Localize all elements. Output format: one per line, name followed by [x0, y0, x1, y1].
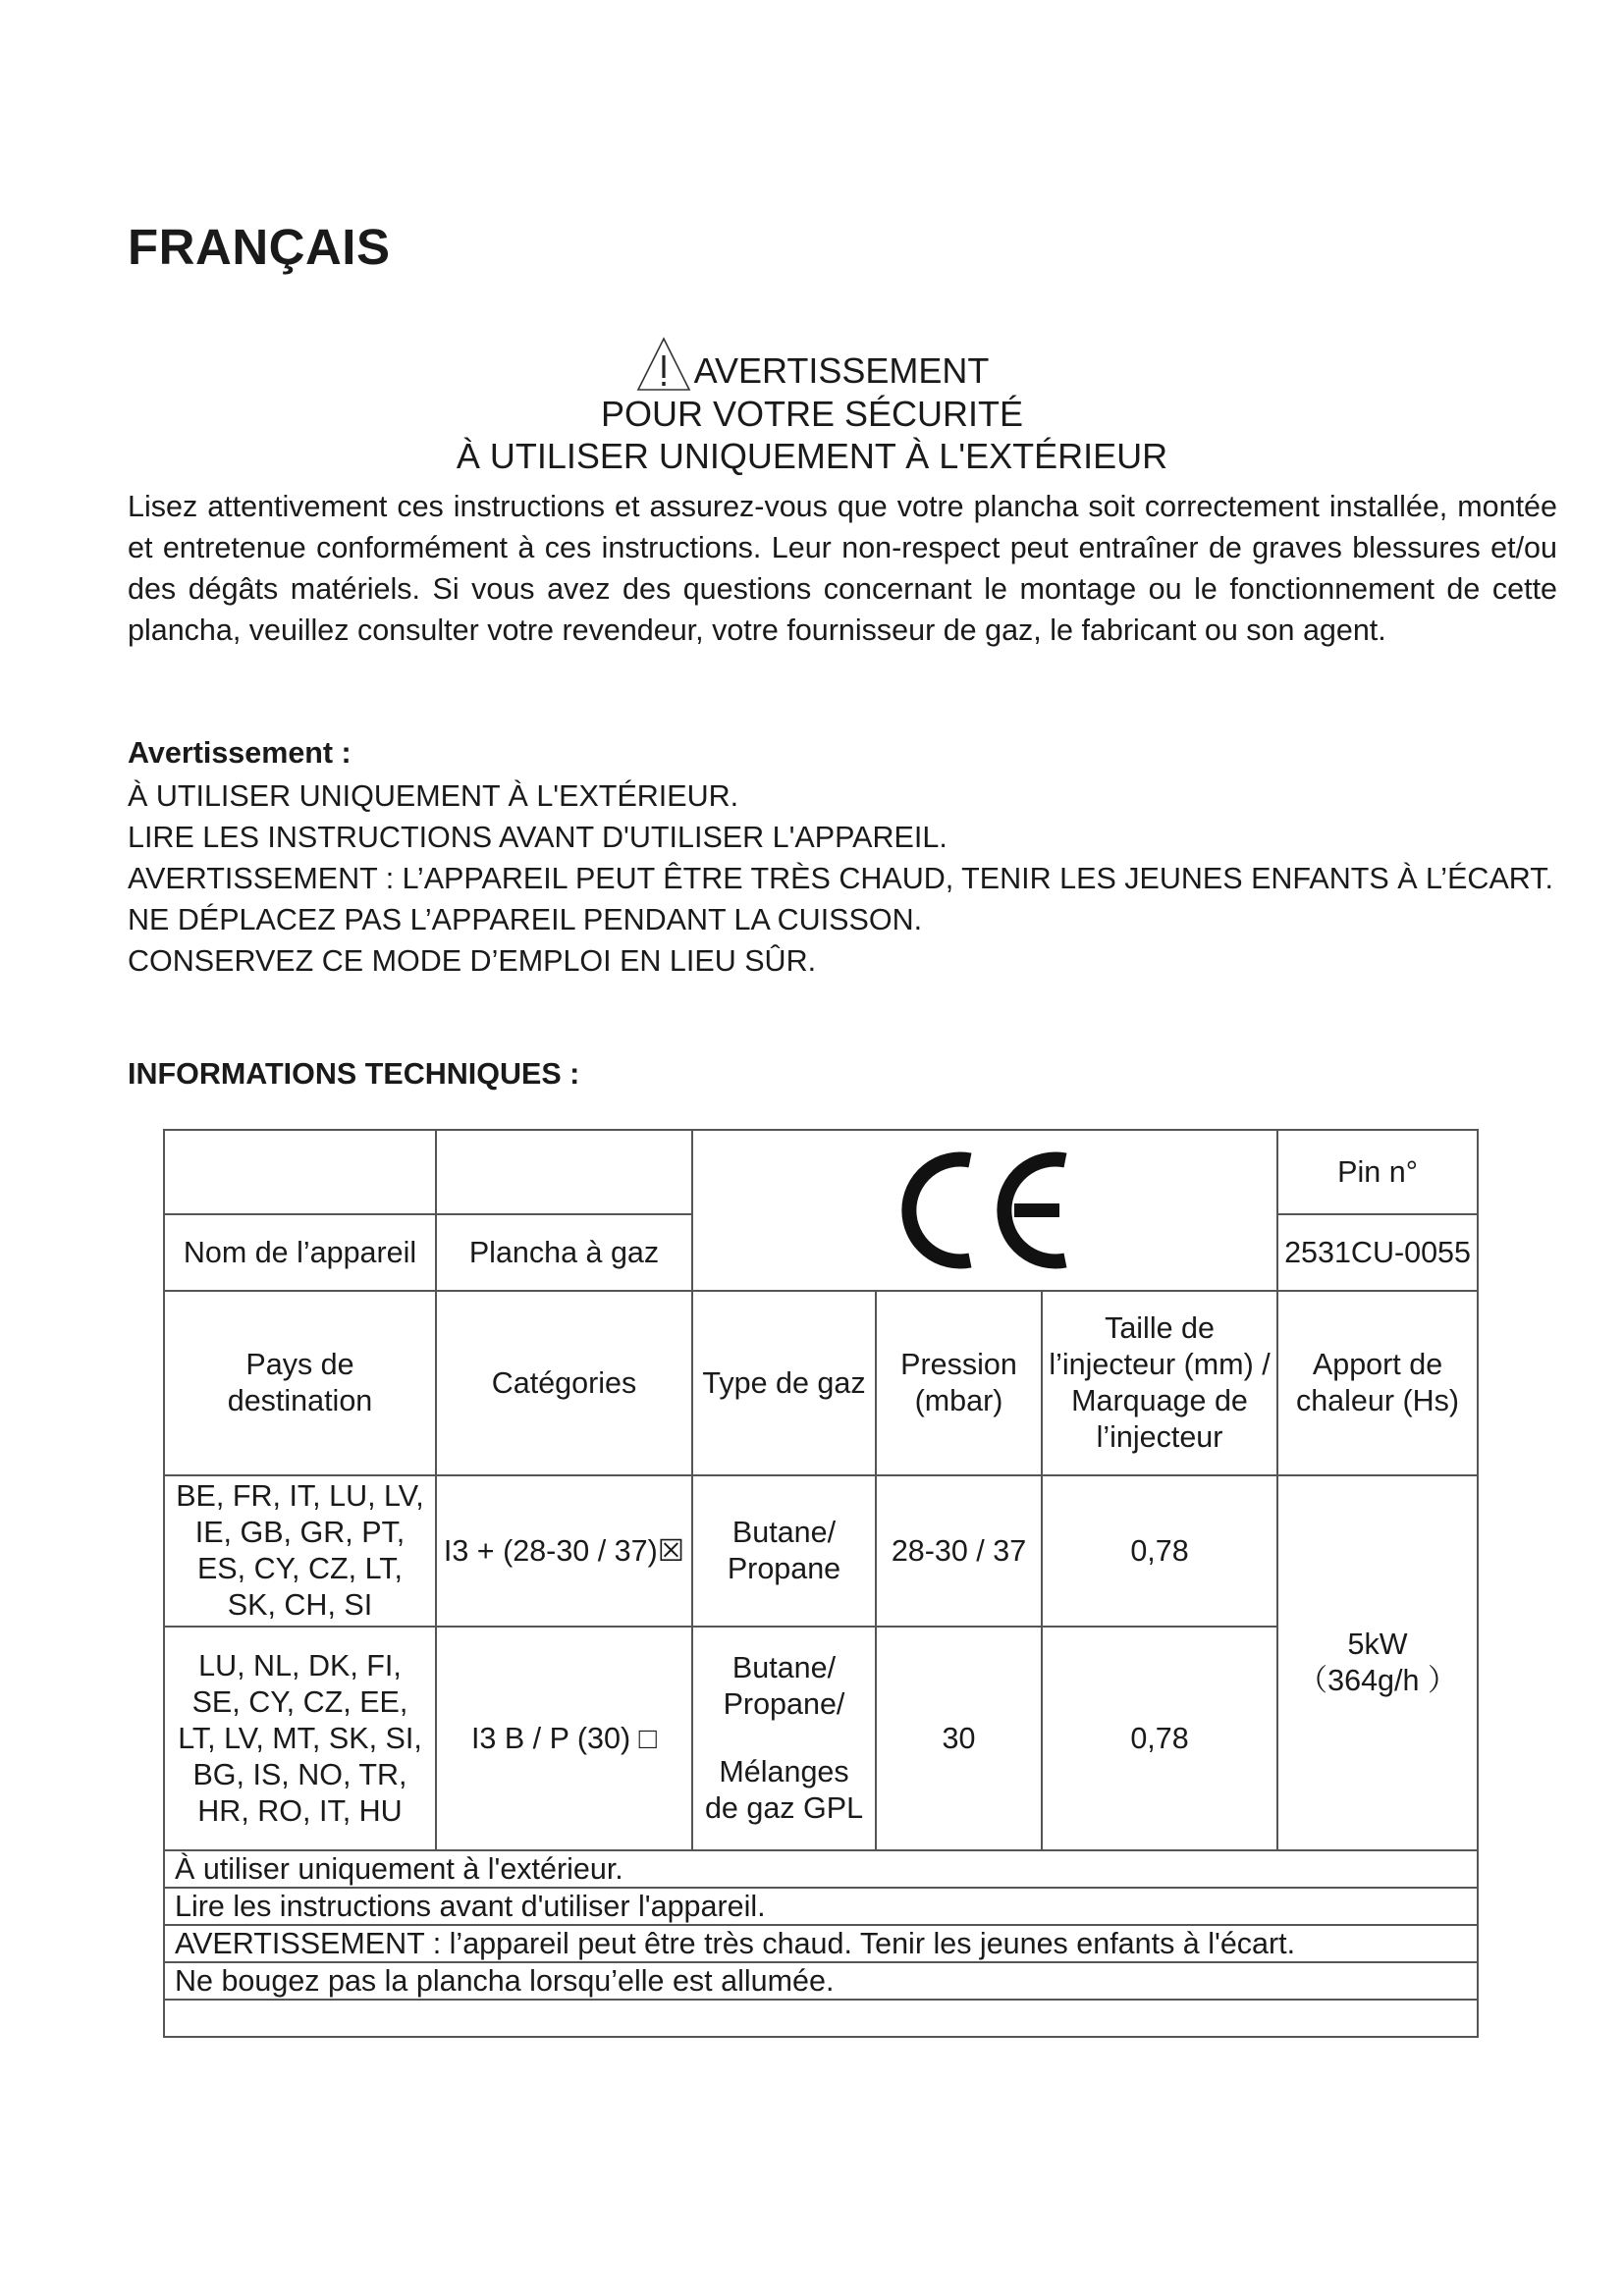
empty-cell — [164, 1130, 436, 1214]
safety-warning-header — [0, 336, 1624, 477]
table-note: À utiliser uniquement à l'extérieur. — [164, 1850, 1478, 1888]
warnings-heading: Avertissement : — [128, 736, 352, 770]
warning-title: AVERTISSEMENT — [693, 350, 990, 391]
header-heat-input: Apport de chaleur (Hs) — [1277, 1291, 1478, 1475]
warning-subtitle: POUR VOTRE SÉCURITÉ — [600, 394, 1024, 434]
row1-pressure: 28-30 / 37 — [876, 1475, 1042, 1627]
warning-outdoor-notice: À UTILISER UNIQUEMENT À L'EXTÉRIEUR — [456, 436, 1168, 476]
row2-gas-line: Mélanges de gaz GPL — [704, 1755, 864, 1825]
header-country: Pays de destination — [164, 1291, 436, 1475]
header-gas-type: Type de gaz — [692, 1291, 876, 1475]
heat-input-value: 5kW — [1347, 1628, 1408, 1661]
row2-countries: LU, NL, DK, FI, SE, CY, CZ, EE, LT, LV, MT, SK, SI, BG, IS, NO, TR, HR, RO, IT, HU — [164, 1627, 436, 1850]
header-categories: Catégories — [436, 1291, 692, 1475]
ce-mark-cell — [692, 1130, 1277, 1291]
table-note: Ne bougez pas la plancha lorsqu’elle est allumée. — [164, 1962, 1478, 2000]
row1-gas-type: Butane/ Propane — [692, 1475, 876, 1627]
heat-input-rate: （364g/h ） — [1297, 1664, 1458, 1697]
technical-spec-table — [163, 1129, 1479, 2038]
warning-item: CONSERVEZ CE MODE D’EMPLOI EN LIEU SÛR. — [128, 944, 817, 978]
pin-label: Pin n° — [1277, 1130, 1478, 1214]
tech-info-heading: INFORMATIONS TECHNIQUES : — [128, 1057, 580, 1091]
warning-title-line — [0, 336, 1624, 393]
heat-input-cell — [1277, 1475, 1478, 1850]
row2-injector: 0,78 — [1042, 1627, 1277, 1850]
warnings-list — [128, 775, 1557, 982]
intro-paragraph: Lisez attentivement ces instructions et assurez-vous que votre plancha soit correctement installée, montée et entretenue conformément à ces instructions. Leur non-respect peut entraîner de graves blessures et/ou des dégâts matériels. Si vous avez des questions concernant le montage ou le fonctionnement de cette plancha, veuillez consulter votre revendeur, votre fournisseur de gaz, le fabricant ou son agent. — [128, 490, 1557, 647]
table-note: Lire les instructions avant d'utiliser l'appareil. — [164, 1888, 1478, 1925]
row1-injector: 0,78 — [1042, 1475, 1277, 1627]
header-injector: Taille de l’injecteur (mm) / Marquage de l’injecteur — [1042, 1291, 1277, 1475]
ce-mark-icon — [896, 1147, 1073, 1274]
empty-cell — [436, 1130, 692, 1214]
row1-countries: BE, FR, IT, LU, LV, IE, GB, GR, PT, ES, CY, CZ, LT, SK, CH, SI — [164, 1475, 436, 1627]
warning-item: LIRE LES INSTRUCTIONS AVANT D'UTILISER L'APPAREIL. — [128, 821, 947, 854]
row2-category: I3 B / P (30) □ — [436, 1627, 692, 1850]
page-title: FRANÇAIS — [128, 219, 391, 275]
row2-pressure: 30 — [876, 1627, 1042, 1850]
table-note: AVERTISSEMENT : l’appareil peut être très chaud. Tenir les jeunes enfants à l'écart. — [164, 1925, 1478, 1962]
appliance-name-label: Nom de l’appareil — [164, 1214, 436, 1291]
pin-value: 2531CU-0055 — [1277, 1214, 1478, 1291]
warning-triangle-icon — [635, 336, 692, 393]
warning-item: NE DÉPLACEZ PAS L’APPAREIL PENDANT LA CUISSON. — [128, 903, 923, 936]
warning-item: AVERTISSEMENT : L’APPAREIL PEUT ÊTRE TRÈS CHAUD, TENIR LES JEUNES ENFANTS À L’ÉCART. — [128, 862, 1553, 895]
empty-note-row — [164, 2000, 1478, 2037]
row2-gas-type — [692, 1627, 876, 1850]
row1-category: I3 + (28-30 / 37)☒ — [436, 1475, 692, 1627]
warning-item: À UTILISER UNIQUEMENT À L'EXTÉRIEUR. — [128, 779, 739, 813]
appliance-name-value: Plancha à gaz — [436, 1214, 692, 1291]
row2-gas-line: Butane/ Propane/ — [723, 1651, 845, 1721]
header-pressure: Pression (mbar) — [876, 1291, 1042, 1475]
